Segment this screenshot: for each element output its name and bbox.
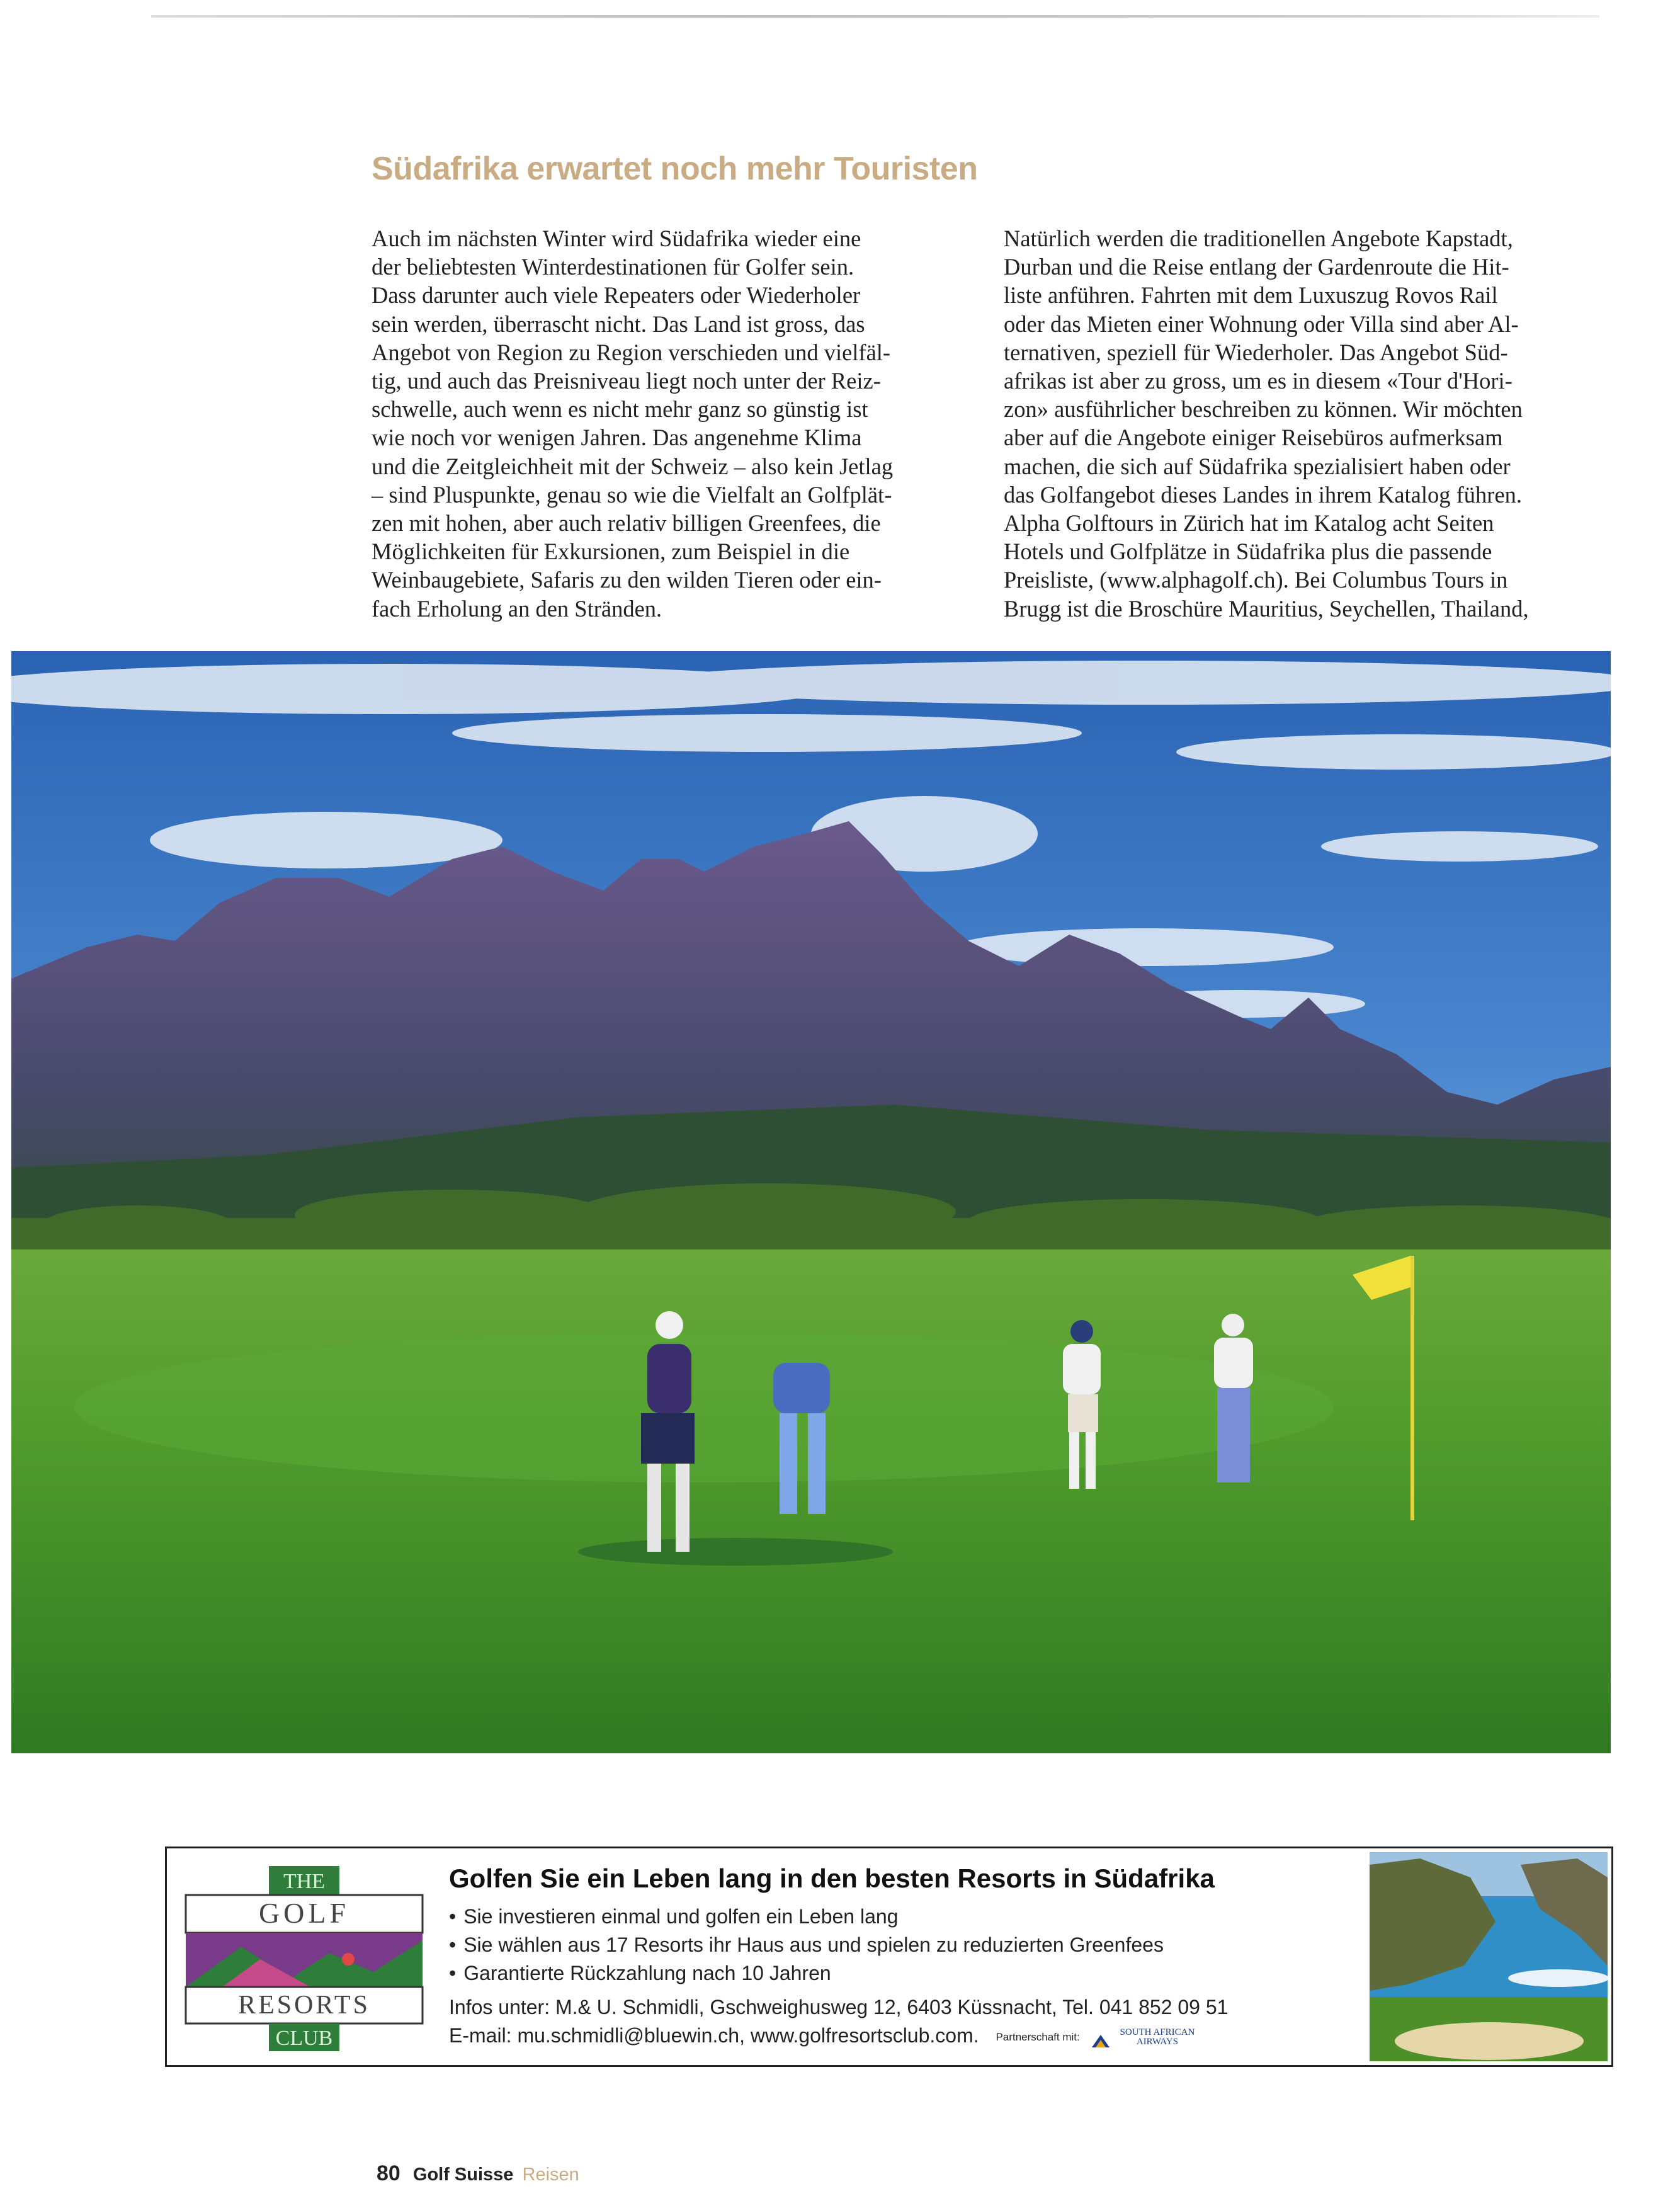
text-line: aber auf die Angebote einiger Reisebüros aufmerksam xyxy=(1004,424,1503,451)
section-name: Reisen xyxy=(522,2165,579,2185)
text-line: der beliebtesten Winterdestinationen für Golfer sein. xyxy=(372,254,854,280)
text-line: Durban und die Reise entlang der Gardenroute die Hit- xyxy=(1004,254,1509,280)
partner-label: Partnerschaft mit: xyxy=(996,2031,1080,2044)
airline-line-1: SOUTH AFRICAN xyxy=(1120,2027,1195,2037)
article-column-2 xyxy=(1004,224,1608,623)
text-line: zen mit hohen, aber auch relativ billigen Greenfees, die xyxy=(372,510,881,537)
text-line: Alpha Golftours in Zürich hat im Katalog acht Seiten xyxy=(1004,510,1494,537)
list-item: • Sie investieren einmal und golfen ein Leben lang xyxy=(449,1903,1164,1931)
text-line: – sind Pluspunkte, genau so wie die Vielfalt an Golfplät- xyxy=(372,481,892,508)
airline-line-2: AIRWAYS xyxy=(1136,2036,1178,2047)
list-item: • Garantierte Rückzahlung nach 10 Jahren xyxy=(449,1959,1164,1988)
text-line: Preisliste, (www.alphagolf.ch). Bei Columbus Tours in xyxy=(1004,567,1508,593)
text-line: das Golfangebot dieses Landes in ihrem Katalog führen. xyxy=(1004,481,1523,508)
contact-email-row xyxy=(449,2022,1228,2051)
golf-course-photo xyxy=(11,651,1611,1753)
advert-bullets xyxy=(449,1903,1164,1988)
south-african-airways-logo-icon xyxy=(1091,2029,1111,2046)
coastal-golf-photo xyxy=(1370,1852,1608,2061)
text-line: tig, und auch das Preisniveau liegt noch unter der Reiz- xyxy=(372,368,881,394)
text-line: fach Erholung an den Stränden. xyxy=(372,595,662,622)
golfer-4 xyxy=(1214,1314,1253,1482)
top-rule xyxy=(151,15,1599,18)
advert-contact xyxy=(449,1993,1228,2051)
text-line: zon» ausführlicher beschreiben zu können. Wir möchten xyxy=(1004,396,1523,423)
logo-text-club: CLUB xyxy=(275,2027,333,2050)
list-item: • Sie wählen aus 17 Resorts ihr Haus aus und spielen zu reduzierten Greenfees xyxy=(449,1931,1164,1959)
article-headline: Südafrika erwartet noch mehr Touristen xyxy=(372,151,978,187)
text-line: Brugg ist die Broschüre Mauritius, Seychellen, Thailand, xyxy=(1004,595,1529,622)
text-line: Möglichkeiten für Exkursionen, zum Beispiel in die xyxy=(372,538,850,565)
airline-name xyxy=(1120,2028,1195,2047)
page-footer xyxy=(377,2161,579,2186)
text-line: sein werden, überrascht nicht. Das Land ist gross, das xyxy=(372,310,865,337)
text-line: oder das Mieten einer Wohnung oder Villa sind aber Al- xyxy=(1004,310,1519,337)
text-line: afrikas ist aber zu gross, um es in diesem «Tour d'Hori- xyxy=(1004,368,1513,394)
golf-resorts-club-advert xyxy=(165,1847,1613,2067)
logo-text-golf: GOLF xyxy=(258,1897,350,1929)
text-line: und die Zeitgleichheit mit der Schweiz – also kein Jetlag xyxy=(372,453,894,479)
golf-resorts-club-logo xyxy=(184,1865,424,2054)
text-line: Natürlich werden die traditionellen Angebote Kapstadt, xyxy=(1004,225,1513,251)
contact-address: Infos unter: M.& U. Schmidli, Gschweighusweg 12, 6403 Küssnacht, Tel. 041 852 09 51 xyxy=(449,1996,1229,2018)
text-line: Hotels und Golfplätze in Südafrika plus die passende xyxy=(1004,538,1492,565)
advert-headline: Golfen Sie ein Leben lang in den besten Resorts in Südafrika xyxy=(449,1864,1215,1893)
text-line: Weinbaugebiete, Safaris zu den wilden Tieren oder ein- xyxy=(372,567,882,593)
text-line: wie noch vor wenigen Jahren. Das angenehme Klima xyxy=(372,424,862,451)
page-number: 80 xyxy=(377,2161,400,2185)
article-column-1 xyxy=(372,224,957,623)
text-line: Dass darunter auch viele Repeaters oder Wiederholer xyxy=(372,282,861,309)
text-line: schwelle, auch wenn es nicht mehr ganz so günstig ist xyxy=(372,396,868,423)
logo-text-resorts: RESORTS xyxy=(238,1991,370,2020)
text-line: machen, die sich auf Südafrika spezialisiert haben oder xyxy=(1004,453,1511,479)
logo-text-the: THE xyxy=(283,1870,326,1893)
text-line: Auch im nächsten Winter wird Südafrika wieder eine xyxy=(372,225,861,251)
text-line: Angebot von Region zu Region verschieden und vielfäl- xyxy=(372,339,891,365)
contact-email: E-mail: mu.schmidli@bluewin.ch, www.golfresortsclub.com. xyxy=(449,2024,979,2047)
text-line: liste anführen. Fahrten mit dem Luxuszug Rovos Rail xyxy=(1004,282,1498,309)
text-line: ternativen, speziell für Wiederholer. Das Angebot Süd- xyxy=(1004,339,1508,365)
magazine-name: Golf Suisse xyxy=(412,2165,514,2185)
